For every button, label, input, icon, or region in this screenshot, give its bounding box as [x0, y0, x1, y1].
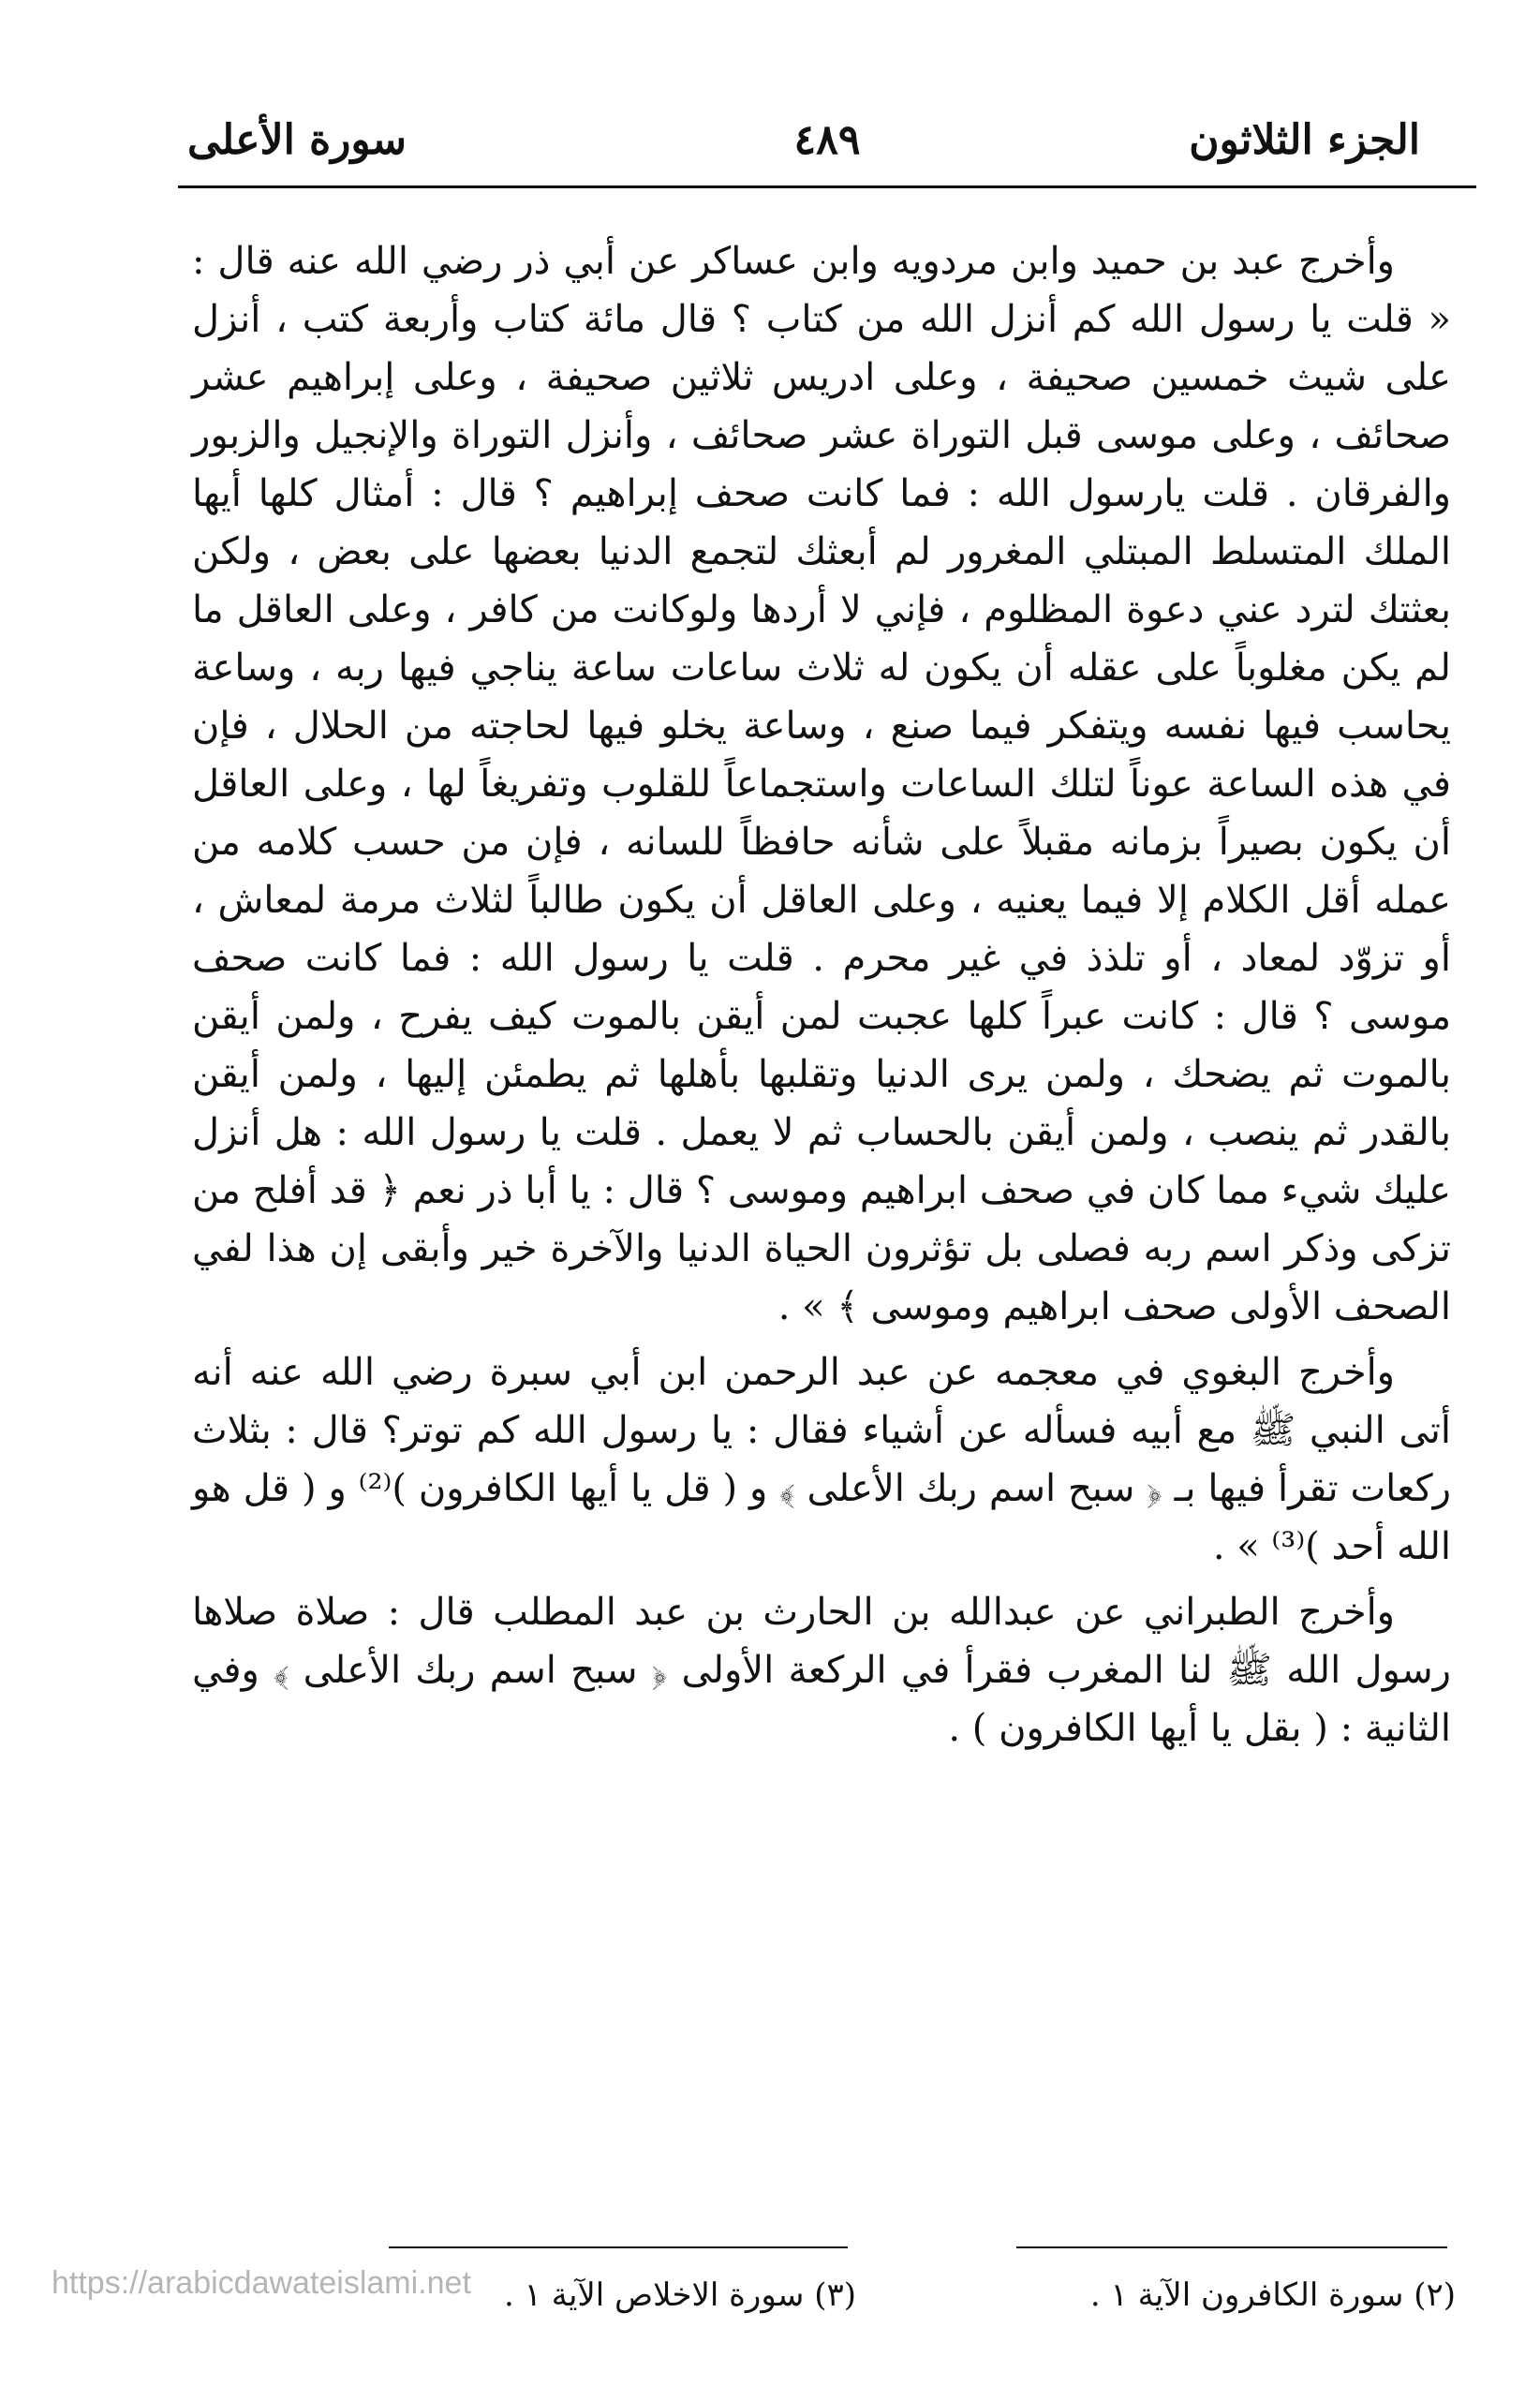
- watermark-url: https://arabicdawateislami.net: [52, 2265, 471, 2301]
- page-header: [178, 103, 1476, 178]
- footnote-2: (٢) سورة الكافرون الآية ١ .: [1089, 2276, 1456, 2314]
- page-number: ٤٨٩: [793, 116, 861, 164]
- footnote-3: (٣) سورة الاخلاص الآية ١ .: [504, 2276, 856, 2314]
- footnote-divider-left: [389, 2246, 848, 2248]
- juz-title: الجزء الثلاثون: [1189, 116, 1420, 164]
- paragraph-baghawi: وأخرج البغوي في معجمه عن عبد الرحمن ابن أبي سبرة رضي الله عنه أنه أتى النبي ﷺ مع أبيه فسأله عن أشياء فقال : يا رسول الله كم توتر؟ قال : بثلاث ركعات تقرأ فيها بـ ﴿ سبح اسم ربك الأعلى ﴾ و ( قل يا أيها الكافرون )⁽²⁾ و ( قل هو الله أحد )⁽³⁾ » .: [192, 1351, 1451, 1568]
- surah-title: سورة الأعلى: [187, 116, 407, 164]
- paragraph-abu-dhar: وأخرج عبد بن حميد وابن مردويه وابن عساكر عن أبي ذر رضي الله عنه قال : « قلت يا رسول الله كم أنزل الله من كتاب ؟ قال مائة كتاب وأربعة كتب ، أنزل على شيث خمسين صحيفة ، وعلى ادريس ثلاثين صحيفة ، وعلى إبراهيم عشر صحائف ، وعلى موسى قبل التوراة عشر صحائف ، وأنزل التوراة والإنجيل والزبور والفرقان . قلت يارسول الله : فما كانت صحف إبراهيم ؟ قال : أمثال كلها أيها الملك المتسلط المبتلي المغرور لم أبعثك لتجمع الدنيا بعضها على بعض ، ولكن بعثتك لترد عني دعوة المظلوم ، فإني لا أردها ولوكانت من كافر ، وعلى العاقل ما لم يكن مغلوباً على عقله أن يكون له ثلاث ساعات ساعة يناجي فيها ربه ، وساعة يحاسب فيها نفسه ويتفكر فيما صنع ، وساعة يخلو فيها لحاجته من الحلال ، فإن في هذه الساعة عوناً لتلك الساعات واستجماعاً للقلوب وتفريغاً لها ، وعلى العاقل أن يكون بصيراً بزمانه مقبلاً على شأنه حافظاً للسانه ، فإن من حسب كلامه من عمله أقل الكلام إلا فيما يعنيه ، وعلى العاقل أن يكون طالباً لثلاث مرمة لمعاش ، أو تزوّد لمعاد ، أو تلذذ في غير محرم . قلت يا رسول الله : فما كانت صحف موسى ؟ قال : كانت عبراً كلها عجبت لمن أيقن بالموت كيف يفرح ، ولمن أيقن بالموت ثم يضحك ، ولمن يرى الدنيا وتقلبها بأهلها ثم يطمئن إليها ، ولمن أيقن بالقدر ثم ينصب ، ولمن أيقن بالحساب ثم لا يعمل . قلت يا رسول الله : هل أنزل عليك شيء مما كان في صحف ابراهيم وموسى ؟ قال : يا أبا ذر نعم ﴿ قد أفلح من تزكى وذكر اسم ربه فصلى بل تؤثرون الحياة الدنيا والآخرة خير وأبقى إن هذا لفي الصحف الأولى صحف ابراهيم وموسى ﴾ » .: [192, 240, 1451, 1328]
- footnote-divider-right: [1016, 2246, 1447, 2248]
- paragraph-tabarani: وأخرج الطبراني عن عبدالله بن الحارث بن عبد المطلب قال : صلاة صلاها رسول الله ﷺ لنا المغرب فقرأ في الركعة الأولى ﴿ سبح اسم ربك الأعلى ﴾ وفي الثانية : ( بقل يا أيها الكافرون ) .: [192, 1591, 1451, 1750]
- main-text: [192, 232, 1451, 1757]
- header-divider: [178, 185, 1476, 188]
